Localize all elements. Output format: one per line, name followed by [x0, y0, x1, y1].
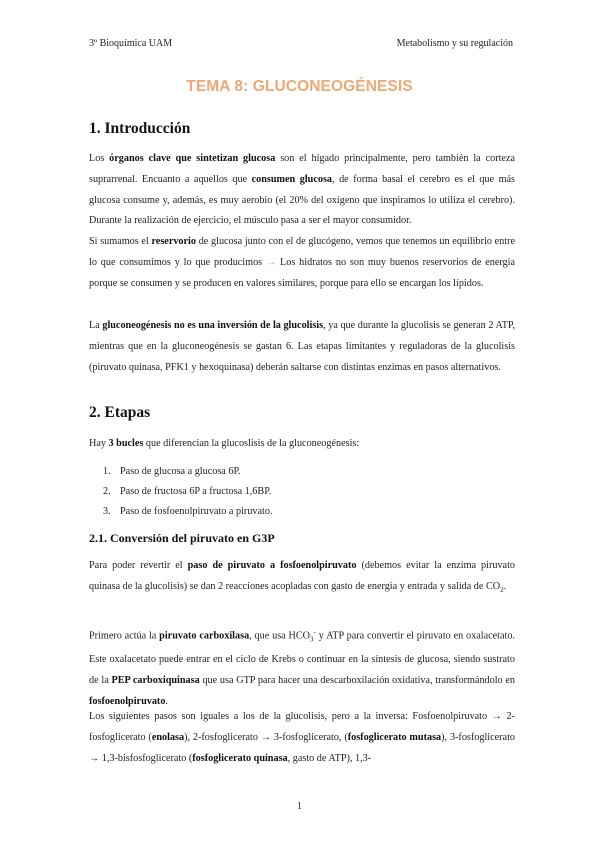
text: Si sumamos el — [89, 236, 152, 247]
text: que usa GTP para hacer una descarboxilación oxidativa, transformándolo en — [199, 675, 516, 687]
section-heading-introduccion: 1. Introducción — [89, 120, 191, 137]
header-course: 3º Bioquímica UAM — [89, 38, 173, 49]
arrow-icon: → — [265, 256, 277, 268]
bold-text: órganos clave que sintetizan glucosa — [109, 153, 276, 164]
list-text: Paso de fosfoenolpiruvato a piruvato. — [120, 506, 273, 517]
list-item — [103, 466, 241, 477]
page-title: TEMA 8: GLUCONEOGÉNESIS — [186, 78, 413, 95]
text: de glucosa junto con el de glucógeno, vemos que tenemos un equilibrio entre lo que consumimos y lo que producimos — [89, 236, 515, 268]
text: , de forma basal el cerebro es el que más glucosa consume y, además, es muy aerobio (el 20% del oxígeno que inspiramos lo utiliza el cerebro). Durante la realización de ejercicio, el músculo pasa a ser el mayor consumidor. — [89, 173, 515, 227]
text: son el hígado principalmente, pero también la corteza suprarrenal. Encuanto a aquellos que — [89, 153, 515, 185]
text: ), 2-fosfoglicerato → 3-fosfoglicerato, ( — [184, 731, 348, 743]
list-text: Paso de glucosa a glucosa 6P. — [120, 466, 241, 477]
text: y ATP para convertir el piruvato en oxalacetato. Este oxalacetato puede entrar en el ciclo de Krebs o continuar en la síntesis de glucosa, siendo sustrato de la — [89, 630, 515, 687]
paragraph-inversion — [89, 316, 515, 378]
list-item — [103, 506, 273, 517]
bold-text: paso de piruvato a fosfoenolpiruvato — [187, 560, 357, 571]
text: Hay — [89, 438, 109, 449]
text: (debemos evitar la enzima piruvato quinasa de la glucolisis) se dan 2 reacciones acopladas con gasto de energía y entrada y salida de CO — [89, 560, 515, 592]
text: Primero actúa la — [89, 630, 160, 642]
list-text: Paso de fructosa 6P a fructosa 1,6BP. — [120, 486, 272, 497]
bold-text: enolasa — [151, 731, 185, 743]
subsection-heading-conversion: 2.1. Conversión del piruvato en G3P — [89, 531, 275, 545]
text: Para poder revertir el — [89, 560, 188, 571]
page-number: 1 — [297, 801, 302, 812]
bold-text: piruvato carboxilasa — [159, 630, 250, 642]
paragraph-revertir — [89, 556, 515, 601]
text: , gasto de ATP), 1,3- — [287, 752, 372, 764]
text: Los siguientes pasos son iguales a los de la glucolisis, pero a la inversa: Fosfoenolpiruvato → 2-fosfoglicerato ( — [89, 711, 515, 743]
paragraph-bucles — [89, 434, 515, 455]
list-number: 3. — [103, 506, 111, 517]
bold-text: fosfoenolpiruvato — [89, 695, 166, 707]
bold-text: 3 bucles — [108, 438, 144, 449]
list-number: 2. — [103, 486, 111, 497]
superscript: - — [313, 628, 316, 636]
text: que diferencian la glucoslisis de la gluconeogénesis: — [143, 438, 360, 449]
paragraph-pasos — [89, 707, 515, 769]
header-subject: Metabolismo y su regulación — [396, 38, 513, 49]
text: Los hidratos no son muy buenos reservorios de energía porque se consumen y se producen en valores similares, porque para ello se encargan los lípidos. — [89, 256, 515, 289]
subscript: 3 — [310, 635, 314, 644]
bold-text: reservorio — [151, 236, 196, 247]
text: , que usa HCO — [249, 630, 311, 642]
bold-text: fosfoglicerato mutasa — [347, 731, 442, 743]
bold-text: fosfoglicerato quinasa — [192, 752, 288, 764]
paragraph-organos — [89, 149, 515, 232]
text: ), 3-fosfoglicerato → 1,3-bisfosfoglicerato ( — [89, 731, 516, 764]
bold-text: gluconeogénesis no es una inversión de la glucolisis — [102, 320, 324, 331]
bold-text: consumen glucosa — [251, 173, 333, 185]
paragraph-carboxilasa — [89, 622, 515, 713]
text: . — [165, 695, 168, 707]
text: La — [89, 320, 103, 331]
paragraph-reservorio — [89, 232, 515, 294]
text: , ya que durante la glucolisis se generan 2 ATP, mientras que en la gluconeogénesis se gastan 6. Las etapas limitantes y reguladoras de la glucolisis (piruvato quinasa, PFK1 y hexoquinasa) deberán saltarse con distintas enzimas en pasos alternativos. — [89, 320, 515, 373]
list-number: 1. — [103, 466, 111, 477]
text: . — [503, 580, 507, 592]
subscript: 2 — [500, 585, 504, 594]
text: Los — [89, 153, 110, 164]
bold-text: PEP carboxiquinasa — [111, 675, 200, 687]
list-item — [103, 486, 271, 497]
section-heading-etapas: 2. Etapas — [89, 404, 151, 421]
